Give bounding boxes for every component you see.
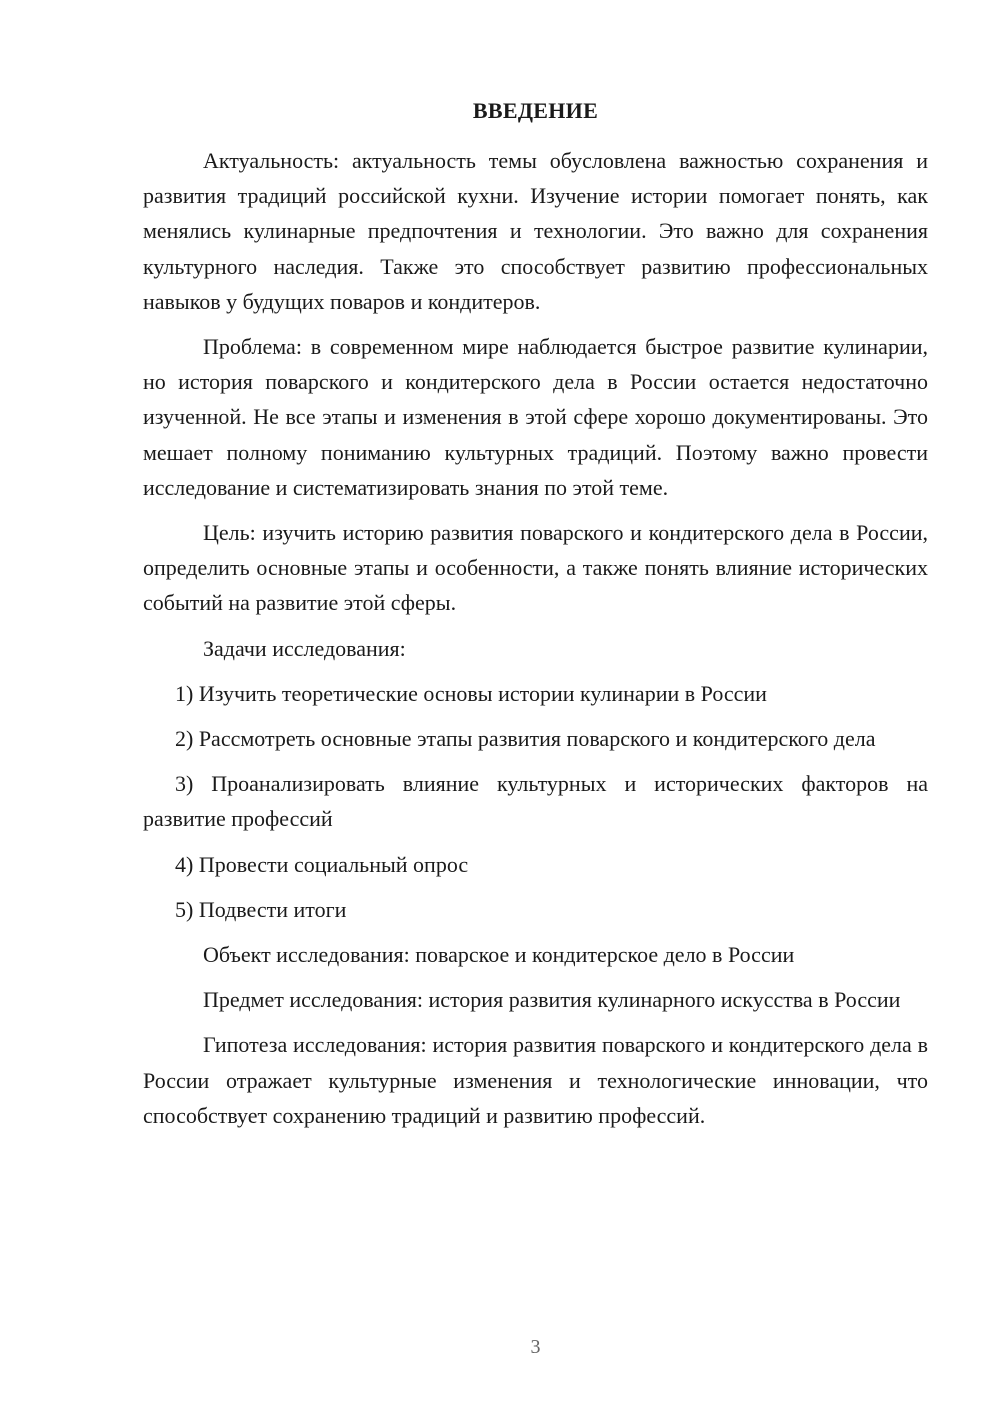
paragraph-problem: Проблема: в современном мире наблюдается быстрое развитие кулинарии, но история поварского и кондитерского дела в России остается недостаточно изученной. Не все этапы и изменения в этой сфере хорошо документированы. Это мешает полному пониманию культурных традиций. Поэтому важно провести исследование и систематизировать знания по этой теме. [143,334,928,500]
document-body [143,143,928,1143]
paragraph-hypothesis: Гипотеза исследования: история развития поварского и кондитерского дела в России отражает культурные изменения и технологические инновации, что способствует сохранению традиций и развитию профессий. [143,1032,928,1128]
task-item: 1) Изучить теоретические основы истории кулинарии в России [175,680,767,706]
task-item: 3) Проанализировать влияние культурных и исторических факторов на развитие профессий [143,771,928,832]
task-item: 2) Рассмотреть основные этапы развития поварского и кондитерского дела [175,726,876,752]
task-item: 4) Провести социальный опрос [175,851,469,877]
document-page [143,0,928,1414]
paragraph-relevance: Актуальность: актуальность темы обусловлена важностью сохранения и развития традиций российской кухни. Изучение истории помогает понять, как менялись кулинарные предпочтения и технологии. Это важно для сохранения культурного наследия. Также это способствует развитию профессиональных навыков у будущих поваров и кондитеров. [143,148,928,314]
section-title: ВВЕДЕНИЕ [472,98,599,123]
paragraph-tasks-heading: Задачи исследования: [203,635,406,661]
paragraph-object: Объект исследования: поварское и кондитерское дело в России [203,942,795,968]
paragraph-subject: Предмет исследования: история развития кулинарного искусства в России [203,987,901,1013]
page-number: 3 [530,1336,541,1358]
paragraph-goal: Цель: изучить историю развития поварского и кондитерского дела в России, определить основные этапы и особенности, а также понять влияние исторических событий на развитие этой сферы. [143,520,928,616]
task-item: 5) Подвести итоги [175,896,347,922]
